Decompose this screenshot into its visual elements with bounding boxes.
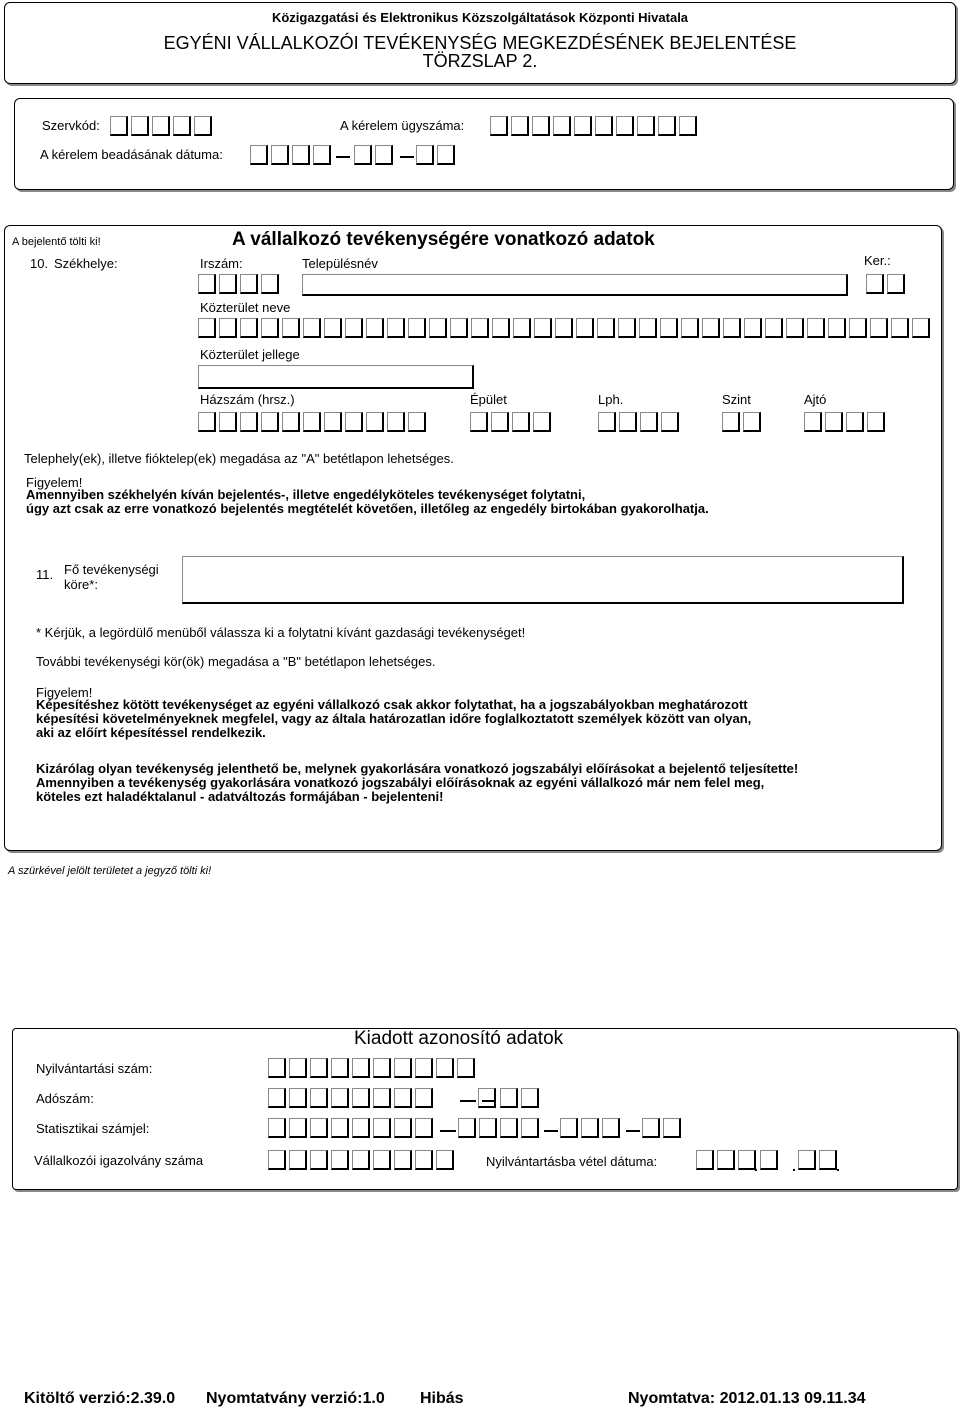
form-title-line2: TÖRZSLAP 2. — [422, 51, 538, 71]
warning-3-line2: Amennyiben a tevékenység gyakorlására vonatkozó jogszabályi előírásoknak az egyéni vállalkozó már nem felel meg, — [36, 775, 765, 790]
tovabbi-note: További tevékenységi kör(ök) megadása a "B" betétlapon lehetséges. — [36, 654, 436, 669]
asterisk-note: * Kérjük, a legördülő menüből válassza ki a folytatni kívánt gazdasági tevékenységet! — [36, 625, 526, 640]
footer-nyomtatva: Nyomtatva: 2012.01.13 09.11.34 — [628, 1390, 866, 1407]
warning-1-line1: Amennyiben székhelyén kíván bejelentés-, illetve engedélyköteles tevékenységet folytatni, — [26, 487, 586, 502]
input-cell[interactable] — [870, 318, 888, 338]
adoszam-label: Adószám: — [36, 1091, 94, 1106]
input-cell[interactable] — [642, 1118, 660, 1138]
irszam-label: Irszám: — [200, 256, 243, 271]
input-cell[interactable] — [324, 318, 342, 338]
kozterulet-jellege-input[interactable] — [198, 365, 474, 389]
input-cell[interactable] — [637, 116, 655, 136]
date-separator — [400, 156, 414, 158]
epulet-label: Épület — [470, 392, 507, 407]
input-cell[interactable] — [436, 1150, 454, 1170]
date-dot: . — [836, 1158, 840, 1174]
issued-heading: Kiadott azonosító adatok — [354, 1028, 564, 1049]
input-cell[interactable] — [912, 318, 930, 338]
input-cell[interactable] — [576, 318, 594, 338]
input-cell[interactable] — [436, 1058, 454, 1078]
szint-cells[interactable] — [722, 412, 761, 432]
kozterulet-jellege-label: Közterület jellege — [200, 347, 300, 362]
input-cell[interactable] — [500, 1118, 518, 1138]
grey-area-note: A szürkével jelölt területet a jegyző tölti ki! — [8, 865, 212, 877]
input-cell[interactable] — [598, 412, 616, 432]
date-separator — [336, 156, 350, 158]
input-cell[interactable] — [866, 274, 884, 294]
fill-note: A bejelentő tölti ki! — [12, 236, 101, 248]
input-cell[interactable] — [663, 1118, 681, 1138]
nyilv-date-day-cells[interactable] — [798, 1150, 837, 1170]
input-cell[interactable] — [702, 318, 720, 338]
input-cell[interactable] — [394, 1088, 412, 1108]
input-cell[interactable] — [394, 1118, 412, 1138]
input-cell[interactable] — [366, 318, 384, 338]
input-cell[interactable] — [828, 318, 846, 338]
statisztikai-separator — [440, 1130, 456, 1132]
form-title-line1: EGYÉNI VÁLLALKOZÓI TEVÉKENYSÉG MEGKEZDÉSÉNEK BEJELENTÉSE — [163, 33, 797, 53]
input-cell[interactable] — [553, 116, 571, 136]
input-cell[interactable] — [289, 1088, 307, 1108]
input-cell[interactable] — [602, 1118, 620, 1138]
input-cell[interactable] — [331, 1058, 349, 1078]
ajto-cells[interactable] — [804, 412, 885, 432]
input-cell[interactable] — [387, 412, 405, 432]
input-cell[interactable] — [597, 318, 615, 338]
input-cell[interactable] — [219, 318, 237, 338]
input-cell[interactable] — [722, 412, 740, 432]
input-cell[interactable] — [282, 318, 300, 338]
figyelem-2: Figyelem! — [36, 685, 93, 700]
footer-status: Hibás — [420, 1390, 464, 1407]
input-cell[interactable] — [352, 1150, 370, 1170]
input-cell[interactable] — [375, 145, 393, 165]
adoszam-county-cells[interactable] — [500, 1088, 539, 1108]
telepules-label: Településnév — [302, 256, 378, 271]
input-cell[interactable] — [303, 318, 321, 338]
nyilvantartasi-cells[interactable] — [268, 1058, 475, 1078]
input-cell[interactable] — [354, 145, 372, 165]
input-cell[interactable] — [289, 1058, 307, 1078]
input-cell[interactable] — [470, 412, 488, 432]
input-cell[interactable] — [271, 145, 289, 165]
input-cell[interactable] — [408, 318, 426, 338]
input-cell[interactable] — [240, 274, 258, 294]
input-cell[interactable] — [532, 116, 550, 136]
input-cell[interactable] — [560, 1118, 578, 1138]
input-cell[interactable] — [352, 1088, 370, 1108]
warning-1 — [26, 488, 709, 516]
input-cell[interactable] — [723, 318, 741, 338]
input-cell[interactable] — [292, 145, 310, 165]
nyilvantartasi-label: Nyilvántartási szám: — [36, 1061, 153, 1076]
input-cell[interactable] — [198, 274, 216, 294]
warning-3 — [36, 762, 798, 804]
input-cell[interactable] — [513, 318, 531, 338]
input-cell[interactable] — [173, 116, 191, 136]
input-cell[interactable] — [415, 1088, 433, 1108]
input-cell[interactable] — [198, 412, 216, 432]
input-cell[interactable] — [268, 1088, 286, 1108]
statisztikai-cells-4[interactable] — [642, 1118, 681, 1138]
input-cell[interactable] — [416, 145, 434, 165]
input-cell[interactable] — [490, 116, 508, 136]
input-cell[interactable] — [696, 1150, 714, 1170]
szint-label: Szint — [722, 392, 751, 407]
figyelem-1: Figyelem! — [26, 475, 83, 490]
input-cell[interactable] — [717, 1150, 735, 1170]
input-cell[interactable] — [331, 1088, 349, 1108]
input-cell[interactable] — [798, 1150, 816, 1170]
input-cell[interactable] — [345, 318, 363, 338]
warning-2-line2: képesítési követelményeknek megfelel, vagy az általa határozatlan időre foglalkoztatott személyek között van olyan, — [36, 711, 752, 726]
input-cell[interactable] — [804, 412, 822, 432]
telepules-input[interactable] — [302, 274, 848, 296]
input-cell[interactable] — [640, 412, 658, 432]
input-cell[interactable] — [131, 116, 149, 136]
szekhely-label: Székhelye: — [54, 256, 118, 271]
input-cell[interactable] — [198, 318, 216, 338]
input-cell[interactable] — [268, 1150, 286, 1170]
input-cell[interactable] — [681, 318, 699, 338]
input-cell[interactable] — [219, 274, 237, 294]
input-cell[interactable] — [373, 1118, 391, 1138]
input-cell[interactable] — [658, 116, 676, 136]
input-cell[interactable] — [289, 1118, 307, 1138]
input-cell[interactable] — [450, 318, 468, 338]
input-cell[interactable] — [534, 318, 552, 338]
input-cell[interactable] — [352, 1058, 370, 1078]
input-cell[interactable] — [478, 1088, 496, 1108]
beadas-year-cells[interactable] — [250, 145, 331, 165]
telephely-note: Telephely(ek), illetve fióktelep(ek) megadása az "A" betétlapon lehetséges. — [24, 451, 454, 466]
lph-label: Lph. — [598, 392, 624, 407]
warning-3-line1: Kizárólag olyan tevékenység jelenthető be, melynek gyakorlására vonatkozó jogszabályi előírásokat a bejelentő teljesítette! — [36, 761, 799, 776]
office-box — [14, 98, 954, 190]
input-cell[interactable] — [324, 412, 342, 432]
nyilvantartasba-label: Nyilvántartásba vétel dátuma: — [486, 1154, 658, 1169]
input-cell[interactable] — [303, 412, 321, 432]
input-cell[interactable] — [110, 116, 128, 136]
input-cell[interactable] — [825, 412, 843, 432]
warning-2-line3: aki az előírt képesítéssel rendelkezik. — [36, 725, 266, 740]
nyilv-date-month-cells[interactable] — [760, 1150, 778, 1170]
statisztikai-separator — [544, 1130, 558, 1132]
input-cell[interactable] — [219, 412, 237, 432]
beadas-month-cells[interactable] — [354, 145, 393, 165]
input-cell[interactable] — [743, 412, 761, 432]
igazolvany-label: Vállalkozói igazolvány száma — [34, 1153, 204, 1168]
warning-3-line3: köteles ezt haladéktalanul - adatváltozás formájában - bejelenteni! — [36, 789, 444, 804]
warning-2-line1: Képesítéshez kötött tevékenységet az egyéni vállalkozó csak akkor folytathat, ha a jogszabályokban meghatározott — [36, 697, 748, 712]
statisztikai-cells-1[interactable] — [268, 1118, 433, 1138]
input-cell[interactable] — [744, 318, 762, 338]
input-cell[interactable] — [660, 318, 678, 338]
input-cell[interactable] — [408, 412, 426, 432]
input-cell[interactable] — [679, 116, 697, 136]
fo-tev-line2: köre*: — [64, 577, 98, 592]
input-cell[interactable] — [479, 1118, 497, 1138]
input-cell[interactable] — [786, 318, 804, 338]
input-cell[interactable] — [415, 1118, 433, 1138]
section-heading: A vállalkozó tevékenységére vonatkozó adatok — [232, 229, 655, 250]
input-cell[interactable] — [533, 412, 551, 432]
input-cell[interactable] — [261, 318, 279, 338]
input-cell[interactable] — [471, 318, 489, 338]
input-cell[interactable] — [268, 1058, 286, 1078]
input-cell[interactable] — [310, 1058, 328, 1078]
input-cell[interactable] — [457, 1058, 475, 1078]
input-cell[interactable] — [394, 1058, 412, 1078]
input-cell[interactable] — [437, 145, 455, 165]
warning-1-line2: úgy azt csak az erre vonatkozó bejelentés megtételét követően, illetőleg az engedély birtokában gyakorolhatja. — [26, 501, 709, 516]
footer-kitolto: Kitöltő verzió:2.39.0 — [24, 1390, 176, 1407]
num-10: 10. — [30, 256, 49, 271]
input-cell[interactable] — [458, 1118, 476, 1138]
beadas-day-cells[interactable] — [416, 145, 455, 165]
hazszam-cells[interactable] — [198, 412, 426, 432]
input-cell[interactable] — [639, 318, 657, 338]
szervkod-label: Szervkód: — [42, 118, 100, 133]
input-cell[interactable] — [240, 318, 258, 338]
input-cell[interactable] — [616, 116, 634, 136]
input-cell[interactable] — [887, 274, 905, 294]
input-cell[interactable] — [394, 1150, 412, 1170]
input-cell[interactable] — [555, 318, 573, 338]
num-11: 11. — [36, 567, 54, 582]
statisztikai-cells-2[interactable] — [458, 1118, 539, 1138]
input-cell[interactable] — [500, 1088, 518, 1108]
hazszam-label: Házszám (hrsz.) — [200, 392, 295, 407]
input-cell[interactable] — [595, 116, 613, 136]
input-cell[interactable] — [574, 116, 592, 136]
input-cell[interactable] — [250, 145, 268, 165]
input-cell[interactable] — [415, 1058, 433, 1078]
ker-label: Ker.: — [864, 253, 891, 268]
input-cell[interactable] — [807, 318, 825, 338]
adoszam-separator — [460, 1100, 476, 1102]
input-cell[interactable] — [313, 145, 331, 165]
ajto-label: Ajtó — [804, 392, 827, 407]
input-cell[interactable] — [331, 1118, 349, 1138]
date-dot: . — [792, 1158, 796, 1174]
kozterulet-neve-cells[interactable] — [198, 318, 930, 338]
input-cell[interactable] — [619, 412, 637, 432]
input-cell[interactable] — [331, 1150, 349, 1170]
ugyszam-label: A kérelem ügyszáma: — [340, 118, 465, 133]
agency-name: Közigazgatási és Elektronikus Közszolgáltatások Központi Hivatala — [271, 10, 689, 25]
kozterulet-neve-label: Közterület neve — [200, 300, 291, 315]
input-cell[interactable] — [765, 318, 783, 338]
input-cell[interactable] — [492, 318, 510, 338]
statisztikai-cells-3[interactable] — [560, 1118, 620, 1138]
input-cell[interactable] — [194, 116, 212, 136]
ugyszam-cells[interactable] — [490, 116, 697, 136]
input-cell[interactable] — [373, 1088, 391, 1108]
irszam-cells[interactable] — [198, 274, 279, 294]
adoszam-check-cells[interactable] — [478, 1088, 496, 1108]
warning-2 — [36, 698, 751, 740]
adoszam-separator — [482, 1100, 496, 1102]
input-cell[interactable] — [618, 318, 636, 338]
input-cell[interactable] — [429, 318, 447, 338]
input-cell[interactable] — [152, 116, 170, 136]
input-cell[interactable] — [268, 1118, 286, 1138]
input-cell[interactable] — [373, 1150, 391, 1170]
input-cell[interactable] — [512, 412, 530, 432]
statisztikai-label: Statisztikai számjel: — [36, 1121, 150, 1136]
input-cell[interactable] — [521, 1118, 539, 1138]
igazolvany-cells[interactable] — [268, 1150, 454, 1170]
input-cell[interactable] — [310, 1150, 328, 1170]
statisztikai-separator — [626, 1130, 640, 1132]
input-cell[interactable] — [581, 1118, 599, 1138]
szervkod-cells[interactable] — [110, 116, 212, 136]
adoszam-main-cells[interactable] — [268, 1088, 433, 1108]
input-cell[interactable] — [819, 1150, 837, 1170]
input-cell[interactable] — [240, 412, 258, 432]
input-cell[interactable] — [261, 412, 279, 432]
input-cell[interactable] — [511, 116, 529, 136]
input-cell[interactable] — [661, 412, 679, 432]
input-cell[interactable] — [891, 318, 909, 338]
input-cell[interactable] — [867, 412, 885, 432]
input-cell[interactable] — [352, 1118, 370, 1138]
input-cell[interactable] — [310, 1088, 328, 1108]
beadas-label: A kérelem beadásának dátuma: — [40, 147, 223, 162]
date-dot: . — [754, 1158, 758, 1174]
input-cell[interactable] — [310, 1118, 328, 1138]
fo-tev-line1: Fő tevékenységi — [64, 562, 159, 577]
fo-tevekenyseg-select[interactable] — [182, 556, 904, 604]
input-cell[interactable] — [521, 1088, 539, 1108]
input-cell[interactable] — [387, 318, 405, 338]
form-title — [0, 34, 960, 70]
input-cell[interactable] — [760, 1150, 778, 1170]
input-cell[interactable] — [415, 1150, 433, 1170]
epulet-cells[interactable] — [470, 412, 551, 432]
input-cell[interactable] — [289, 1150, 307, 1170]
input-cell[interactable] — [849, 318, 867, 338]
nyilv-date-year-cells[interactable] — [696, 1150, 756, 1170]
input-cell[interactable] — [846, 412, 864, 432]
input-cell[interactable] — [282, 412, 300, 432]
input-cell[interactable] — [366, 412, 384, 432]
input-cell[interactable] — [261, 274, 279, 294]
input-cell[interactable] — [491, 412, 509, 432]
fo-tevekenysegi-label — [64, 562, 159, 592]
input-cell[interactable] — [345, 412, 363, 432]
footer-nyomtatvany: Nyomtatvány verzió:1.0 — [206, 1390, 385, 1407]
ker-cells[interactable] — [866, 274, 905, 294]
input-cell[interactable] — [373, 1058, 391, 1078]
lph-cells[interactable] — [598, 412, 679, 432]
